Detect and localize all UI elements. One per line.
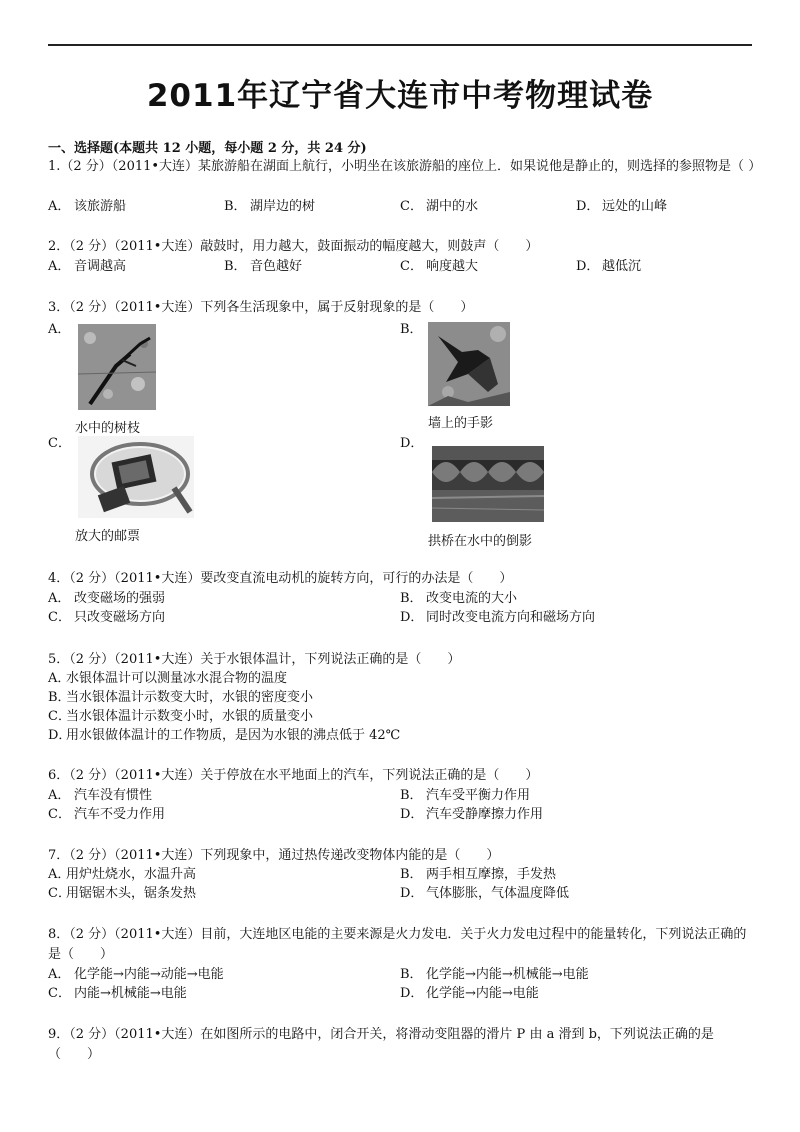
question-9-stem: 9．（2 分）（2011•大连）在如图所示的电路中，闭合开关，将滑动变阻器的滑片 P 由 a 滑到 b，下列说法正确的是（ ）: [48, 1027, 714, 1062]
q6-option-d: D． 汽车受静摩擦力作用: [400, 807, 544, 822]
q1-option-a: A． 该旅游船: [48, 199, 127, 214]
q1-option-b: B． 湖岸边的树: [224, 199, 316, 214]
q8-option-a: A． 化学能→内能→动能→电能: [48, 967, 224, 982]
question-5-stem: 5．（2 分）（2011•大连）关于水银体温计，下列说法正确的是（ ）: [48, 652, 461, 667]
q3-caption-b: 墙上的手影: [428, 416, 494, 431]
q3-option-b-letter: B．: [400, 322, 423, 337]
q3-image-branch-in-water: [78, 324, 156, 410]
q3-option-c-letter: C．: [48, 436, 71, 451]
q1-option-c: C． 湖中的水: [400, 199, 479, 214]
question-4-stem: 4．（2 分）（2011•大连）要改变直流电动机的旋转方向，可行的办法是（ ）: [48, 571, 513, 586]
q7-option-d: D． 气体膨胀，气体温度降低: [400, 886, 570, 901]
question-2-stem: 2．（2 分）（2011•大连）敲鼓时，用力越大，鼓面振动的幅度越大，则鼓声（ ）: [48, 239, 539, 254]
q1-option-d: D． 远处的山峰: [576, 199, 668, 214]
q3-image-magnified-stamp: [78, 436, 194, 518]
q5-option-b: B．当水银体温计示数变大时，水银的密度变小: [48, 690, 314, 705]
q7-option-a: A．用炉灶烧水，水温升高: [48, 867, 197, 882]
q3-caption-c: 放大的邮票: [75, 529, 141, 544]
q5-option-a: A．水银体温计可以测量冰水混合物的温度: [48, 671, 288, 686]
question-1-stem: 1.（2 分）（2011•大连）某旅游船在湖面上航行，小明坐在该旅游船的座位上．如果说他是静止的，则选择的参照物是（ ）: [48, 159, 762, 174]
q3-option-a-letter: A．: [48, 322, 71, 337]
section-heading: 一、选择题(本题共 12 小题，每小题 2 分，共 24 分): [48, 141, 367, 156]
q7-option-b: B． 两手相互摩擦，手发热: [400, 867, 557, 882]
q6-option-a: A． 汽车没有惯性: [48, 788, 153, 803]
q3-caption-d: 拱桥在水中的倒影: [428, 534, 533, 549]
q4-option-d: D． 同时改变电流方向和磁场方向: [400, 610, 596, 625]
top-rule: [48, 44, 752, 46]
q4-option-c: C． 只改变磁场方向: [48, 610, 166, 625]
q8-option-c: C． 内能→机械能→电能: [48, 986, 187, 1001]
q5-option-c: C．当水银体温计示数变小时，水银的质量变小: [48, 709, 314, 724]
q3-image-hand-shadow: [428, 322, 510, 406]
q6-option-c: C． 汽车不受力作用: [48, 807, 166, 822]
q4-option-b: B． 改变电流的大小: [400, 591, 518, 606]
q3-option-d-letter: D．: [400, 436, 424, 451]
q2-option-a: A． 音调越高: [48, 259, 127, 274]
question-3-stem: 3．（2 分）（2011•大连）下列各生活现象中，属于反射现象的是（ ）: [48, 300, 474, 315]
q6-option-b: B． 汽车受平衡力作用: [400, 788, 531, 803]
q2-option-d: D． 越低沉: [576, 259, 642, 274]
q8-option-d: D． 化学能→内能→电能: [400, 986, 539, 1001]
q2-option-b: B． 音色越好: [224, 259, 303, 274]
q8-option-b: B． 化学能→内能→机械能→电能: [400, 967, 589, 982]
q4-option-a: A． 改变磁场的强弱: [48, 591, 166, 606]
q5-option-d: D．用水银做体温计的工作物质，是因为水银的沸点低于 42℃: [48, 728, 401, 743]
question-8-stem: 8．（2 分）（2011•大连）目前，大连地区电能的主要来源是火力发电．关于火力发电过程中的能量转化，下列说法正确的是（ ）: [48, 927, 747, 962]
q2-option-c: C． 响度越大: [400, 259, 479, 274]
exam-title: 2011年辽宁省大连市中考物理试卷: [146, 78, 654, 114]
q3-caption-a: 水中的树枝: [75, 421, 141, 436]
question-6-stem: 6．（2 分）（2011•大连）关于停放在水平地面上的汽车，下列说法正确的是（ ）: [48, 768, 539, 783]
question-7-stem: 7．（2 分）（2011•大连）下列现象中，通过热传递改变物体内能的是（ ）: [48, 848, 500, 863]
q7-option-c: C．用锯锯木头，锯条发热: [48, 886, 197, 901]
q3-image-bridge-reflection: [432, 446, 544, 522]
